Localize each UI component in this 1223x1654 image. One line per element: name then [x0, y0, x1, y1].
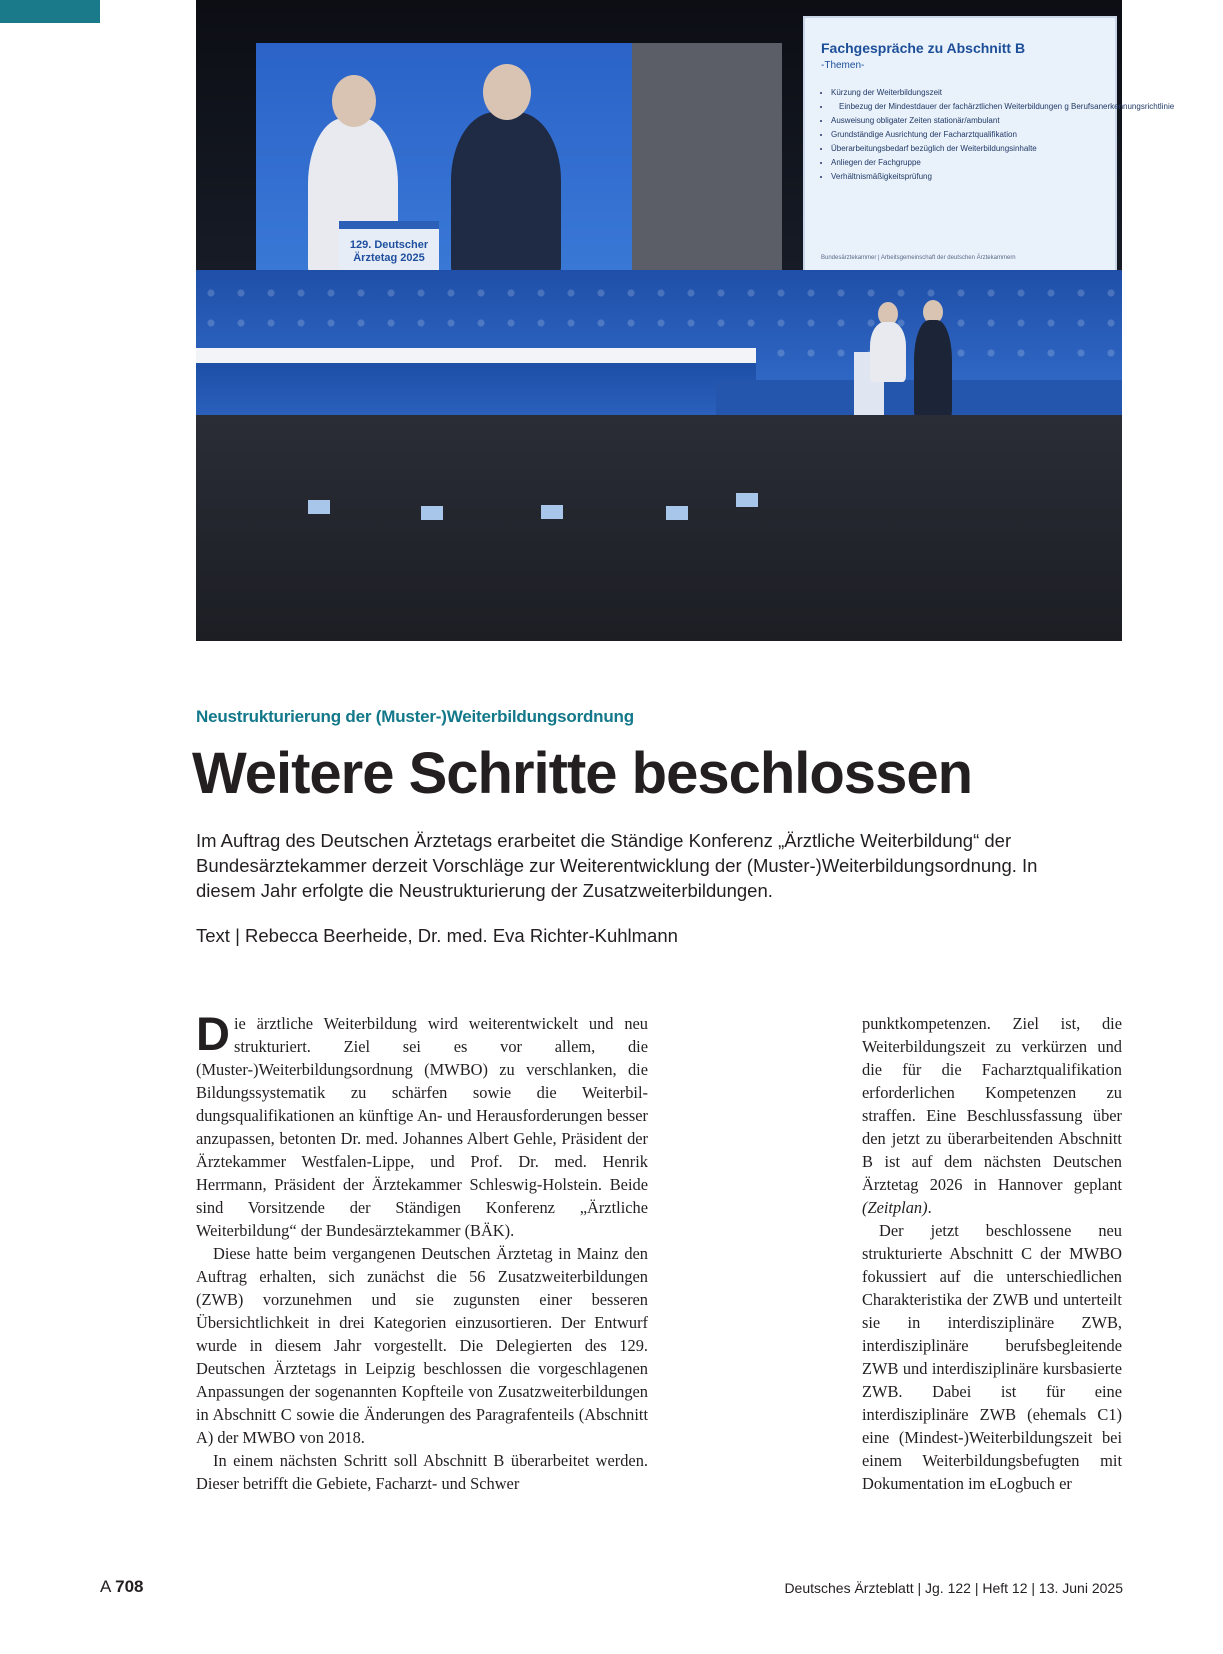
slide-item: • Verhältnismäßigkeitsprüfung [831, 170, 1121, 184]
article-paragraph [862, 1012, 1122, 1219]
article-kicker: Neustrukturierung der (Muster-)Weiterbildungsordnung [196, 707, 634, 726]
article-paragraph [196, 1007, 648, 1242]
slide-item: • Anliegen der Fachgruppe [831, 156, 1121, 170]
photo-speaker-right-head [483, 64, 531, 120]
slide-item: • Einbezug der Mindestdauer der fachärztlichen Weiterbildungen g Berufsanerkennungsrichtlinie [831, 100, 1121, 114]
article-column-left [196, 1007, 648, 1495]
slide-topic-list [817, 86, 1175, 184]
podium-sign-text: 129. Deutscher Ärztetag 2025 [349, 239, 429, 264]
paragraph-text-end: . [927, 1198, 932, 1217]
photo-presidium-table [196, 363, 756, 423]
drop-cap: D [196, 1007, 230, 1060]
slide-item: • Grundständige Ausrichtung der Facharztqualifikation [831, 128, 1121, 142]
photo-stage-speaker-2-body [914, 320, 952, 420]
photo-laptop-screen [541, 505, 563, 519]
article-paragraph: In einem nächsten Schritt soll Abschnitt B überarbeitet werden. Dieser betrifft die Gebiete, Facharzt- und Schwer [196, 1451, 648, 1493]
photo-stage-speaker-1-body [870, 322, 906, 382]
slide-title: Fachgespräche zu Abschnitt B [821, 40, 1026, 56]
corner-color-bar [0, 0, 100, 23]
paragraph-text: punktkompetenzen. Ziel ist, die Weiterbildungszeit zu verkürzen und die für die Facharztqualifikation erforderlichen Kompetenzen zu straffen. Eine Beschlussfassung über den jetzt zu überarbeitenden Abschnitt B ist auf dem nächsten Deutschen Ärztetag 2026 in Hannover geplant [862, 1014, 1122, 1194]
photo-laptop-screen [308, 500, 330, 514]
article-title: Weitere Schritte beschlossen [192, 741, 973, 806]
slide-item: • Kürzung der Weiterbildungszeit [831, 86, 1121, 100]
slide-footer: Bundesärztekammer | Arbeitsgemeinschaft der deutschen Ärztekammern [821, 255, 1016, 261]
article-paragraph: Diese hatte beim vergangenen Deutschen Ärztetag in Mainz den Auftrag erhalten, sich zunächst die 56 Zusatzweiterbildungen (ZWB) vorzunehmen und sie zugunsten einer besseren Übersichtlichkeit in drei Kategorien einzusortieren. Der Entwurf wurde in diesem Jahr vorgestellt. Die Delegierten des 129. Deutschen Ärztetags in Leipzig beschlossen die vorgeschlagenen Anpassungen der sogenannten Kopfteile von Zusatzweiterbildungen in Abschnitt C sowie die Änderungen des Paragrafenteils (Abschnitt A) der MWBO von 2018. [196, 1244, 648, 1447]
publication-info: Deutsches Ärzteblatt | Jg. 122 | Heft 12 | 13. Juni 2025 [784, 1580, 1123, 1596]
article-lead: Im Auftrag des Deutschen Ärztetags erarbeitet die Ständige Konferenz „Ärztliche Weiterbildung“ der Bundesärztekammer derzeit Vorschläge zur Weiterentwicklung der (Muster-)Weiterbildungsordnung. In diesem Jahr erfolgte die Neustrukturierung der Zusatzweiterbildungen. [196, 830, 1038, 901]
article-byline: Text | Rebecca Beerheide, Dr. med. Eva Richter-Kuhlmann [196, 925, 678, 946]
photo-speaker-right [451, 112, 561, 283]
photo-speaker-left-head [332, 75, 376, 127]
photo-laptop-screen [421, 506, 443, 520]
photo-laptop-screen [666, 506, 688, 520]
conference-photo [196, 0, 1175, 641]
photo-audience [196, 415, 1122, 641]
photo-laptop-screen [736, 493, 758, 507]
page-number [100, 1577, 144, 1597]
paragraph-text: ie ärztliche Weiterbildung wird weiterentwickelt und neu strukturiert. Ziel sei es vor allem, die (Muster-)Weiterbildungsordnung (MWBO) zu verschlanken, die Bildungssystematik zu schärfen sowie die Weiterbildungsqualifikationen an künftige An- und Herausforderungen besser anzupassen, betonten Dr. med. Johannes Albert Gehle, Präsident der Ärztekammer Westfalen-Lippe, und Prof. Dr. med. Henrik Herrmann, Präsident der Ärztekammer Schleswig-Holstein. Beide sind Vorsitzende der Ständigen Konferenz „Ärztliche Weiterbildung“ der Bundesärztekammer (BÄK). [196, 1014, 648, 1240]
slide-item: • Überarbeitungsbedarf bezüglich der Weiterbildungsinhalte [831, 142, 1121, 156]
page-prefix: A [100, 1577, 111, 1596]
page-number-value: 708 [115, 1577, 144, 1596]
timeline-reference: (Zeitplan) [862, 1198, 928, 1217]
slide-item: • Ausweisung obligater Zeiten stationär/ambulant [831, 114, 1121, 128]
slide-subtitle: -Themen- [821, 60, 865, 71]
article-column-right [862, 1012, 1122, 1495]
photo-screen-gap [632, 43, 782, 283]
article-paragraph: Der jetzt beschlossene neu strukturierte Abschnitt C der MWBO fokussiert auf die unterschiedlichen Charakteristika der ZWB und unterteilt sie in interdisziplinäre ZWB, interdisziplinäre berufsbegleitende ZWB und interdisziplinäre kursbasierte ZWB. Dabei ist für eine interdisziplinäre ZWB (ehemals C1) eine (Mindest-)Weiterbildungszeit bei einem Weiterbildungsbefugten mit Dokumentation im eLogbuch er [862, 1221, 1122, 1493]
photo-presidium-table-top [196, 348, 756, 363]
photo-presentation-slide [803, 16, 1175, 275]
